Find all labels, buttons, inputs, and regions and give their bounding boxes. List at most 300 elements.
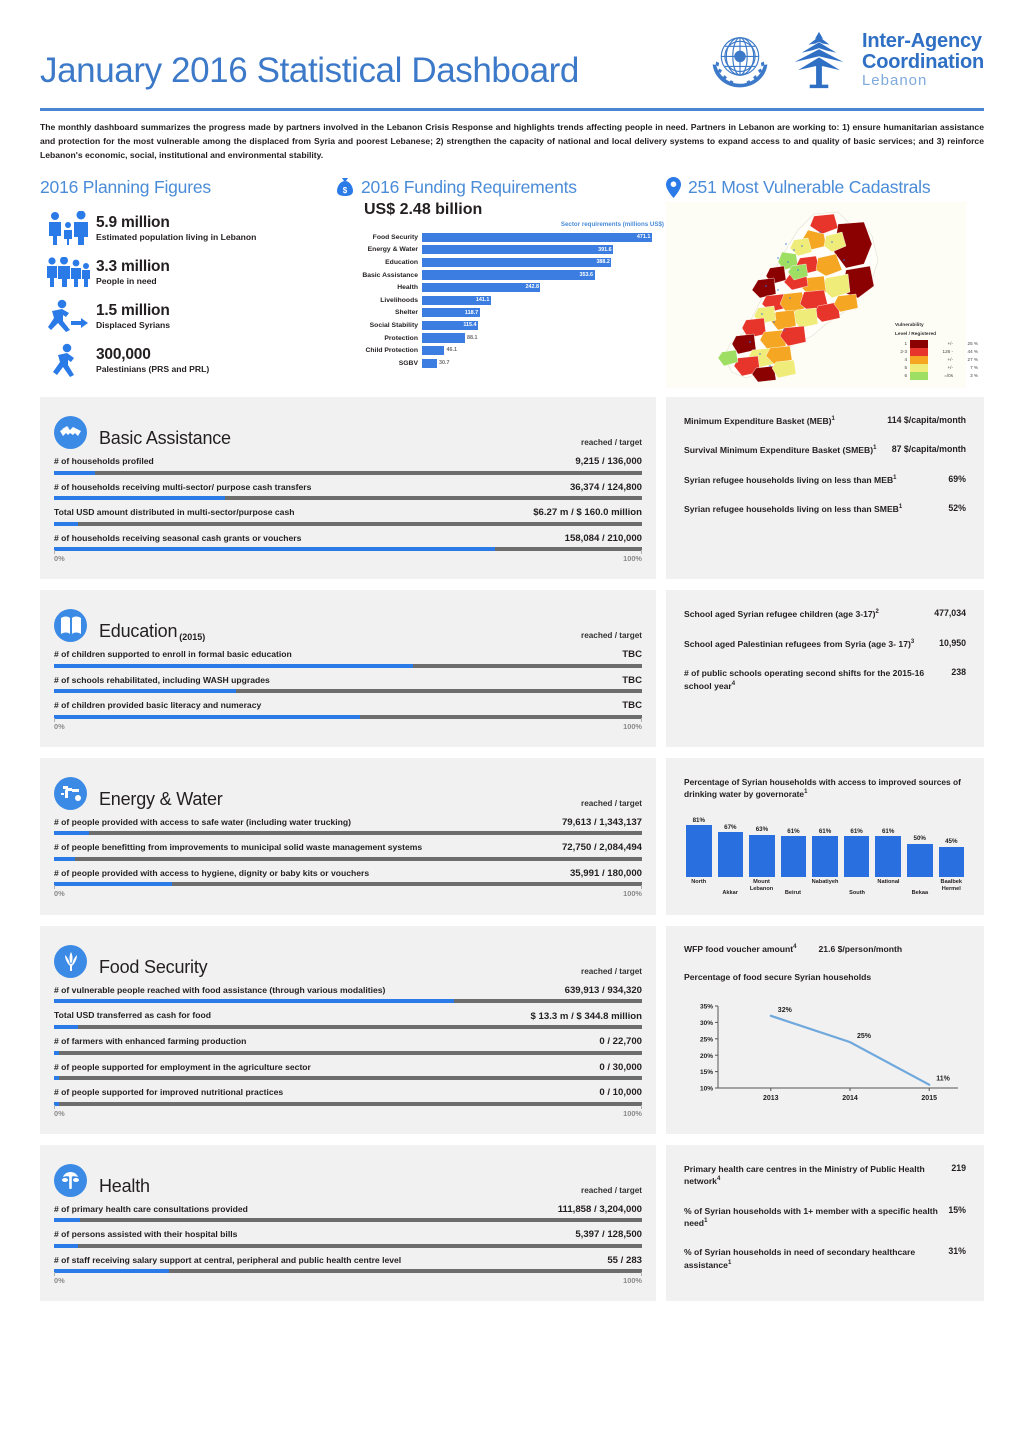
figure-label: Palestinians (PRS and PRL)	[96, 363, 210, 374]
indicator-value: 55 / 283	[607, 1254, 642, 1266]
line-chart-wrap	[684, 992, 966, 1110]
bar-track	[422, 344, 666, 357]
legend-col2: 126 -	[942, 348, 953, 354]
figure-value: 3.3 million	[96, 257, 170, 275]
figure-value: 300,000	[96, 345, 151, 363]
bar-category-label: Nabatiyeh	[811, 878, 839, 885]
sector-health	[40, 1145, 984, 1302]
indicator-row	[54, 1086, 642, 1106]
bar-category-label: North	[691, 878, 707, 885]
lebanon-vulnerability-map	[666, 202, 984, 388]
bar-column	[781, 817, 807, 877]
svg-text:32%: 32%	[777, 1006, 792, 1014]
indicator-name: # of farmers with enhanced farming production	[54, 1036, 247, 1046]
indicator-name: # of schools rehabilitated, including WASH upgrades	[54, 674, 270, 685]
axis-max-label: 100%	[623, 721, 642, 731]
table-row	[336, 344, 666, 357]
map-pin-icon	[666, 177, 681, 198]
bar-value-label: 30.7	[438, 359, 450, 366]
stat-value: 10,950	[939, 637, 966, 648]
progress-track	[54, 1102, 642, 1106]
bar-rect	[844, 836, 870, 877]
bar-column	[749, 817, 775, 877]
planning-header	[40, 174, 336, 200]
sector-sections	[40, 397, 984, 1301]
sector-name: Education	[99, 621, 178, 642]
reached-target-label: reached / target	[581, 1185, 642, 1195]
page-title: January 2016 Statistical Dashboard	[40, 51, 579, 90]
footnote-marker: 4	[731, 680, 736, 687]
legend-col2: +/-	[947, 340, 953, 346]
reached-target-label: reached / target	[581, 631, 642, 641]
bar-value-label: 61%	[881, 827, 895, 835]
indicator-row	[54, 648, 642, 668]
indicator-value: 35,991 / 180,000	[569, 867, 642, 879]
wfp-voucher-row	[684, 944, 966, 954]
progress-axis	[54, 1109, 642, 1118]
bar-rect	[907, 844, 933, 877]
bar-value-label: 67%	[724, 823, 737, 831]
stat-label: % of Syrian households in need of secondary healthcare assistance$^1$	[684, 1247, 916, 1270]
sector-indicators-panel	[40, 397, 656, 579]
reached-target-label: reached / target	[581, 966, 642, 976]
progress-track	[54, 857, 642, 861]
progress-axis	[54, 554, 642, 563]
figure-label: Displaced Syrians	[96, 319, 171, 330]
bar-value-label: 388.2	[596, 259, 610, 266]
progress-track	[54, 496, 642, 500]
indicator-row	[54, 1035, 642, 1055]
bar-track	[422, 256, 666, 269]
funding-bar-rows	[336, 221, 666, 370]
list-item	[40, 294, 336, 338]
list-item	[40, 338, 336, 382]
progress-track	[54, 999, 642, 1003]
indicator-head	[54, 1254, 642, 1266]
footnote-marker: 1	[804, 789, 808, 796]
header-divider	[40, 108, 984, 111]
stat-value: 52%	[948, 503, 966, 514]
bar-rect	[749, 835, 775, 877]
axis-max-label: 100%	[623, 554, 642, 564]
sector-stats-panel	[666, 1145, 984, 1302]
water-access-bar-chart	[684, 817, 966, 877]
indicator-row	[54, 481, 642, 501]
bar-category-label: Education	[385, 259, 418, 266]
progress-fill	[54, 1051, 59, 1055]
sector-year: (2015)	[179, 632, 206, 643]
indicator-value: 111,858 / 3,204,000	[557, 1203, 642, 1215]
person-walking-icon	[40, 343, 96, 377]
axis-min-label: 0%	[54, 1276, 65, 1286]
stat-row	[684, 444, 966, 456]
bar-category-label: Bekaa	[911, 889, 929, 896]
progress-fill	[54, 857, 75, 861]
family-four-icon	[40, 257, 96, 287]
bar-track	[422, 307, 666, 320]
sector-title-row	[54, 938, 642, 978]
indicator-name: Total USD amount distributed in multi-sector/purpose cash	[54, 507, 295, 518]
indicator-head	[54, 1009, 642, 1021]
stat-value: 114 $/capita/month	[887, 415, 966, 426]
funding-title: 2016 Funding Requirements	[361, 176, 577, 197]
indicator-value: 9,215 / 136,000	[575, 456, 642, 468]
org-line-3: Lebanon	[861, 72, 928, 90]
funding-header	[336, 174, 666, 200]
indicator-head	[54, 532, 642, 544]
legend-col2: =/0s	[944, 372, 953, 378]
progress-track	[54, 471, 642, 475]
indicator-value: 0 / 10,000	[599, 1087, 642, 1099]
map-legend	[895, 323, 978, 380]
svg-text:$: $	[342, 186, 348, 196]
indicator-head	[54, 984, 642, 996]
figure-text	[96, 346, 209, 374]
progress-fill	[54, 547, 495, 551]
progress-track	[54, 715, 642, 719]
sector-title-row	[54, 409, 642, 449]
stat-row	[684, 474, 966, 486]
bar-category-label: Livelihoods	[380, 296, 418, 304]
bar-column	[844, 817, 870, 877]
bar-category-label: South	[849, 889, 865, 896]
stat-row	[684, 415, 966, 427]
indicator-name: # of primary health care consultations provided	[54, 1203, 248, 1214]
figure-text	[96, 302, 170, 330]
legend-rank: 4	[904, 356, 907, 362]
table-row	[336, 319, 666, 332]
bar-category-label: Health	[397, 284, 418, 292]
progress-track	[54, 689, 642, 693]
stat-label: School aged Palestinian refugees from Syria (age 3- 17)$^3$	[684, 638, 915, 649]
legend-rank: 6	[904, 372, 907, 378]
indicator-head	[54, 841, 642, 853]
chart-axis-title: Sector requirements (millions US$)	[560, 221, 664, 229]
org-name	[862, 31, 984, 89]
table-row	[336, 332, 666, 345]
axis-max-label: 100%	[623, 889, 642, 899]
indicator-head	[54, 699, 642, 711]
stat-row	[684, 1246, 966, 1271]
legend-rank: 2-3	[900, 348, 907, 354]
bar-track	[422, 332, 666, 345]
person-walking-arrow-icon	[40, 299, 96, 333]
indicator-value: 5,397 / 128,500	[575, 1229, 642, 1241]
svg-text:15%: 15%	[699, 1069, 713, 1077]
stat-value: 238	[951, 667, 966, 678]
indicator-row	[54, 532, 642, 552]
org-line-2: Coordination	[861, 51, 984, 74]
figure-label: Estimated population living in Lebanon	[96, 231, 257, 242]
svg-text:35%: 35%	[699, 1003, 713, 1011]
bar-column	[907, 817, 933, 877]
stat-value: 15%	[948, 1204, 966, 1215]
bar-value-label: 391.6	[598, 246, 612, 253]
indicator-row	[54, 841, 642, 861]
indicator-value: 639,913 / 934,320	[564, 984, 642, 996]
footnote-marker: 1	[727, 1260, 732, 1266]
sector-name: Health	[99, 1175, 150, 1196]
stat-label: % of Syrian households with 1+ member with a specific health need$^1$	[684, 1205, 938, 1228]
bar-value-label: 61%	[850, 827, 863, 835]
bar-category-label: Akkar	[722, 889, 738, 896]
figure-value: 5.9 million	[96, 213, 170, 231]
table-row	[336, 281, 666, 294]
stat-label: Minimum Expenditure Basket (MEB)$^1$	[684, 416, 835, 427]
stat-label: Survival Minimum Expenditure Basket (SMEB)$^1$	[684, 445, 877, 456]
progress-fill	[54, 1244, 78, 1248]
progress-fill	[54, 999, 454, 1003]
bar-rect	[812, 836, 838, 877]
axis-max-label: 100%	[623, 1276, 642, 1286]
legend-swatch	[910, 356, 928, 364]
bar-value-label: 63%	[755, 826, 769, 834]
bar-value-label: 61%	[787, 827, 800, 835]
stat-row	[684, 608, 966, 620]
footnote-marker: 1	[873, 445, 877, 452]
bar-track	[422, 319, 666, 332]
progress-fill	[54, 1076, 59, 1080]
progress-fill	[54, 689, 236, 693]
reached-target-label: reached / target	[581, 798, 642, 808]
bar-track	[422, 357, 666, 370]
progress-fill	[54, 1269, 169, 1273]
stat-value: 69%	[948, 473, 966, 484]
bar-column	[875, 817, 901, 877]
legend-item	[895, 364, 978, 372]
indicator-name: # of people provided with access to safe water (including water trucking)	[54, 816, 352, 827]
bar-rect	[718, 832, 744, 877]
legend-item	[895, 348, 978, 356]
stat-label: # of public schools operating second shifts for the 2015-16 school year$^4$	[684, 668, 925, 691]
indicator-head	[54, 1228, 642, 1240]
indicator-name: # of people benefitting from improvements to municipal solid waste management systems	[54, 842, 423, 853]
progress-track	[54, 547, 642, 551]
indicator-row	[54, 1254, 642, 1274]
map-header	[666, 174, 984, 200]
indicator-row	[54, 699, 642, 719]
indicator-head	[54, 816, 642, 828]
indicator-name: # of households profiled	[54, 456, 154, 467]
sector-basic-assistance	[40, 397, 984, 579]
indicator-head	[54, 455, 642, 467]
progress-axis	[54, 1276, 642, 1285]
indicator-name: # of people supported for improved nutritional practices	[54, 1087, 284, 1098]
bar-rect	[686, 825, 712, 877]
axis-min-label: 0%	[54, 554, 65, 564]
progress-track	[54, 664, 642, 668]
intro-paragraph: The monthly dashboard summarizes the progress made by partners involved in the Lebanon Crisis Response and highlights trends affecting people in need. Partners in Lebanon are working to: 1) ensure humanitarian assistance and protection for the most vulnerable among the displaced from Syria and poorest Lebanese; 2) strengthen the capacity of national and local delivery systems to expand access to and quality of basic services; and 3) reinforce Lebanon's economic, social, institutional and environmental stability.	[40, 121, 984, 160]
table-row	[336, 269, 666, 282]
indicator-row	[54, 1228, 642, 1248]
svg-text:2015: 2015	[921, 1094, 937, 1102]
indicator-value: TBC	[622, 649, 642, 661]
progress-fill	[54, 715, 360, 719]
indicator-head	[54, 1035, 642, 1047]
bar-category-label: Energy & Water	[367, 246, 418, 254]
stat-value: 87 $/capita/month	[891, 444, 966, 455]
legend-title-1: Vulnerability	[895, 323, 924, 329]
bar-column	[718, 817, 744, 877]
sector-energy-water	[40, 758, 984, 915]
table-row	[336, 231, 666, 244]
bar-rect	[939, 847, 965, 877]
stat-label: Primary health care centres in the Ministry of Public Health network$^4$	[684, 1163, 925, 1187]
stat-row	[684, 503, 966, 515]
wfp-label: WFP food voucher amount$^4$	[684, 943, 797, 954]
indicator-name: # of households receiving multi-sector/ purpose cash transfers	[54, 481, 312, 492]
svg-text:11%: 11%	[936, 1075, 950, 1083]
stat-value: 31%	[948, 1246, 966, 1257]
bar-column	[812, 817, 838, 877]
legend-item	[895, 356, 978, 364]
planning-title: 2016 Planning Figures	[40, 176, 211, 197]
indicator-head	[54, 1061, 642, 1073]
legend-rows	[895, 340, 978, 380]
un-emblem-icon	[704, 24, 776, 96]
bar-category-label: Mount Lebanon	[749, 878, 774, 892]
line-chart-title: Percentage of food secure Syrian households	[684, 971, 872, 982]
legend-swatch	[910, 372, 928, 380]
footnote-marker: 1	[704, 1218, 708, 1225]
sector-indicators-panel	[40, 590, 656, 747]
progress-track	[54, 522, 642, 526]
legend-col2: +/-	[947, 356, 953, 362]
indicator-row	[54, 1203, 642, 1223]
figure-text	[96, 258, 170, 286]
progress-track	[54, 831, 642, 835]
bar-track	[422, 269, 666, 282]
indicator-value: 72,750 / 2,084,494	[561, 842, 642, 854]
bar-value-label: 61%	[818, 827, 832, 835]
legend-col2: +/-	[947, 364, 953, 370]
indicator-name: # of vulnerable people reached with food assistance (through various modalities)	[54, 984, 386, 995]
indicator-head	[54, 648, 642, 660]
indicator-row	[54, 455, 642, 475]
stat-label: School aged Syrian refugee children (age 3-17)$^2$	[684, 609, 879, 620]
open-book-icon	[54, 609, 87, 642]
indicator-head	[54, 1203, 642, 1215]
table-row	[336, 256, 666, 269]
footnote-marker: 2	[875, 609, 879, 616]
indicator-value: 36,374 / 124,800	[569, 481, 642, 493]
indicator-name: # of households receiving seasonal cash grants or vouchers	[54, 532, 302, 543]
legend-col3: 44 %	[967, 348, 978, 354]
svg-text:2013: 2013	[763, 1094, 779, 1102]
sector-stats-panel	[666, 397, 984, 579]
bar-category-label: SGBV	[398, 359, 418, 367]
bar-category-label: Beirut	[784, 889, 801, 896]
bar-value-label: 88.1	[466, 334, 478, 341]
sector-stats-panel	[666, 926, 984, 1134]
stat-row	[684, 1163, 966, 1188]
indicator-head	[54, 867, 642, 879]
bar-value-label: 46.1	[446, 347, 457, 354]
footnote-marker: 4	[793, 944, 797, 951]
indicator-value: 0 / 22,700	[599, 1036, 642, 1048]
bar-category-label: Baalbek Hermel	[940, 878, 963, 892]
legend-col3: 3 %	[970, 372, 978, 378]
sector-title-row	[54, 1157, 642, 1197]
footnote-marker: 1	[893, 475, 897, 482]
legend-item	[895, 340, 978, 348]
bar-value-label: 81%	[692, 816, 705, 824]
indicator-name: # of persons assisted with their hospital bills	[54, 1229, 238, 1240]
progress-fill	[54, 1025, 78, 1029]
legend-col3: 7 %	[970, 364, 978, 370]
bar-category-label: National	[877, 878, 900, 885]
table-row	[336, 357, 666, 370]
sector-name: Basic Assistance	[99, 428, 231, 449]
legend-col3: 27 %	[967, 356, 978, 362]
indicator-name: # of children supported to enroll in formal basic education	[54, 649, 292, 660]
indicator-name: # of people supported for employment in the agriculture sector	[54, 1061, 311, 1072]
page-header	[40, 0, 984, 104]
figure-label: People in need	[96, 275, 157, 286]
axis-min-label: 0%	[54, 889, 65, 899]
legend-rank: 5	[904, 364, 907, 370]
funding-bar-chart	[336, 221, 666, 377]
list-item	[40, 206, 336, 250]
svg-text:25%: 25%	[699, 1036, 713, 1044]
progress-track	[54, 1218, 642, 1222]
bar-category-label: Basic Assistance	[362, 271, 418, 279]
planning-figures-panel	[40, 174, 336, 386]
indicator-row	[54, 984, 642, 1004]
bar-category-label: Food Security	[372, 233, 418, 241]
table-row	[336, 307, 666, 320]
funding-total: US$ 2.48 billion	[364, 201, 483, 219]
overview-row	[40, 174, 984, 386]
progress-fill	[54, 496, 225, 500]
footnote-marker: 3	[910, 638, 915, 645]
legend-swatch	[910, 364, 928, 372]
bar-category-label: Shelter	[394, 309, 418, 317]
indicator-head	[54, 1086, 642, 1098]
bar-category-labels	[684, 879, 966, 897]
stat-value: 219	[951, 1162, 966, 1173]
axis-min-label: 0%	[54, 1108, 65, 1118]
figure-text	[96, 214, 256, 242]
bar-value-label: 50%	[913, 835, 926, 843]
mini-chart-title: Percentage of Syrian households with access to improved sources of drinking water by governorate$^1$	[684, 776, 961, 800]
indicator-head	[54, 506, 642, 518]
bar-category-label: Protection	[384, 334, 418, 342]
svg-text:2014: 2014	[842, 1094, 858, 1102]
sector-food-security	[40, 926, 984, 1134]
footnote-marker: 1	[898, 504, 903, 511]
bar-value-label: 45%	[945, 838, 958, 846]
indicator-value: $ 13.3 m / $ 344.8 million	[530, 1010, 642, 1022]
indicator-value: TBC	[622, 674, 642, 686]
progress-track	[54, 1076, 642, 1080]
progress-axis	[54, 889, 642, 898]
stat-row	[684, 1205, 966, 1230]
legend-swatch	[910, 348, 928, 356]
legend-item	[895, 372, 978, 380]
reached-target-label: reached / target	[581, 438, 642, 448]
sector-name: Energy & Water	[99, 788, 223, 809]
table-row	[336, 294, 666, 307]
bar-track	[422, 231, 666, 244]
progress-fill	[54, 882, 172, 886]
list-item	[40, 250, 336, 294]
money-bag-icon	[336, 177, 354, 197]
bar-column	[686, 817, 712, 877]
stat-row	[684, 667, 966, 692]
handshake-icon	[54, 416, 87, 449]
bar-value-label: 471.1	[636, 234, 651, 241]
